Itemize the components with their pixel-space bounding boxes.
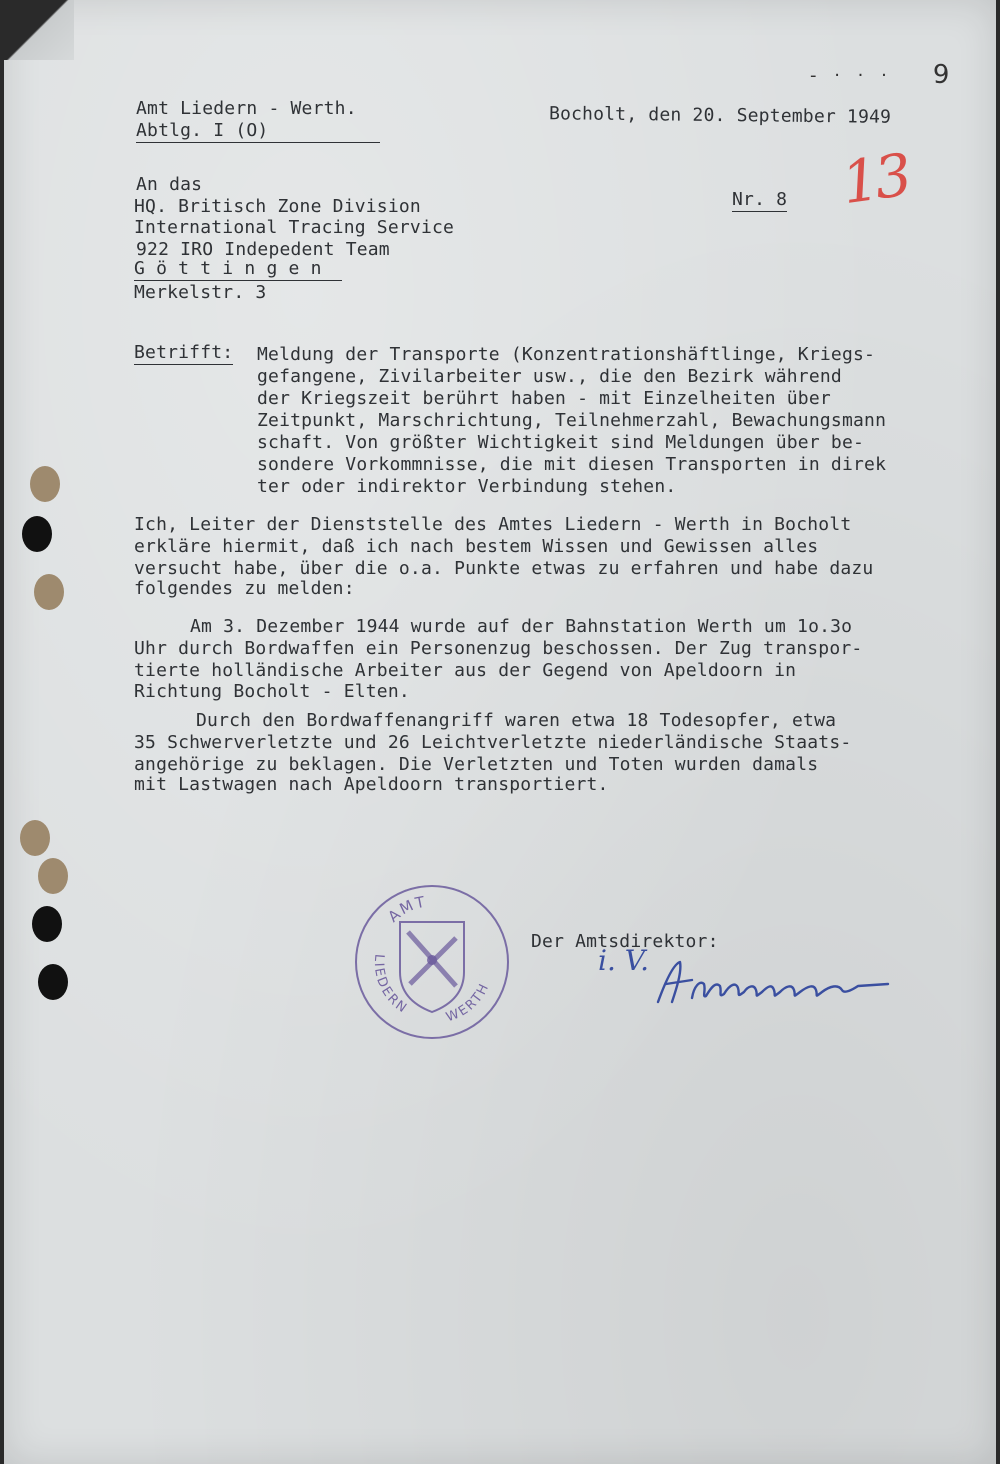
recipient-street: Merkelstr. 3 [134, 282, 267, 303]
page-number-value: 9 [932, 60, 950, 90]
punch-hole [20, 820, 50, 856]
recipient-line4: 922 IRO Indepedent Team [136, 239, 390, 260]
body-line: erkläre hiermit, daß ich nach bestem Wissen und Gewissen alles [134, 536, 819, 557]
folded-corner [4, 0, 74, 60]
punch-hole [32, 906, 62, 942]
handwritten-signature [596, 950, 906, 1020]
recipient-line1: An das [136, 174, 203, 195]
body-line: 35 Schwerverletzte und 26 Leichtverletzte niederländische Staats- [134, 732, 852, 753]
reference-number: Nr. 8 [732, 189, 788, 210]
svg-text:WERTH [444, 980, 493, 1025]
punch-hole [38, 858, 68, 894]
signature-title: Der Amtsdirektor: [531, 931, 719, 952]
date-line: Bocholt, den 20. September 1949 [548, 103, 892, 128]
recipient-line3: International Tracing Service [134, 217, 455, 238]
subject-line: sondere Vorkommnisse, die mit diesen Transporten in direk [257, 454, 887, 475]
stamp-top-text: AMT [384, 892, 429, 926]
subject-line: Zeitpunkt, Marschrichtung, Teilnehmerzahl, Bewachungsmann [257, 410, 887, 431]
body-line: versucht habe, über die o.a. Punkte etwas zu erfahren und habe dazu [134, 558, 874, 579]
punch-hole [34, 574, 64, 610]
punch-hole [38, 964, 68, 1000]
body-line: Am 3. Dezember 1944 wurde auf der Bahnstation Werth um 1o.3o [190, 616, 853, 637]
official-stamp [352, 882, 512, 1042]
stamp-right-text: WERTH [444, 980, 493, 1026]
punch-hole [30, 466, 60, 502]
body-line: angehörige zu beklagen. Die Verletzten und Toten wurden damals [134, 754, 819, 775]
subject-line: ter oder indirektor Verbindung stehen. [257, 476, 677, 497]
body-line: Richtung Bocholt - Elten. [134, 681, 410, 702]
subject-line: schaft. Von größter Wichtigkeit sind Meldungen über be- [257, 432, 865, 453]
subject-line: Meldung der Transporte (Konzentrationshäftlinge, Kriegs- [257, 344, 876, 365]
body-line: tierte holländische Arbeiter aus der Gegend von Apeldoorn in [134, 660, 797, 681]
signature-proxy: i. V. [598, 944, 649, 977]
subject-line: gefangene, Zivilarbeiter usw., die den Bezirk während [257, 366, 842, 387]
recipient-city: G ö t t i n g e n [134, 258, 342, 281]
body-line: folgendes zu melden: [134, 578, 355, 599]
body-line: Durch den Bordwaffenangriff waren etwa 18 Todesopfer, etwa [196, 710, 837, 731]
page-number-dots: - · · · [810, 65, 893, 86]
subject-line: der Kriegszeit berührt haben - mit Einzelheiten über [257, 388, 831, 409]
body-line: mit Lastwagen nach Apeldoorn transportiert. [134, 774, 609, 795]
subject-label: Betrifft: [134, 342, 234, 363]
page-number [810, 60, 949, 90]
sender-line1: Amt Liedern - Werth. [136, 98, 357, 119]
stamp-left-text: LIEDERN [370, 953, 411, 1018]
sender-line2: Abtlg. I (O) [136, 120, 380, 143]
body-line: Uhr durch Bordwaffen ein Personenzug beschossen. Der Zug transpor- [134, 638, 863, 659]
archive-number: 13 [837, 140, 913, 218]
body-line: Ich, Leiter der Dienststelle des Amtes Liedern - Werth in Bocholt [134, 514, 852, 535]
svg-text:LIEDERN [371, 953, 411, 1017]
recipient-line2: HQ. Britisch Zone Division [134, 196, 421, 217]
punch-hole [22, 516, 52, 552]
